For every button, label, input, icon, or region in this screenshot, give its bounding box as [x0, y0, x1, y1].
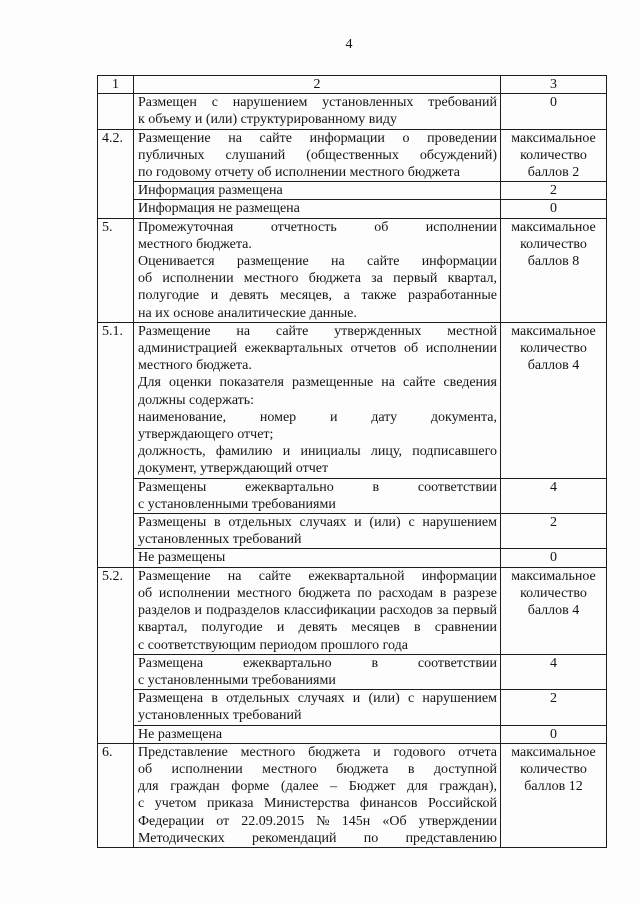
criterion-cell	[134, 94, 501, 129]
criterion-line: с учетом приказа Министерства финансов Российской	[138, 796, 497, 812]
criterion-line: местного бюджета.	[138, 358, 252, 374]
criterion-paragraph	[138, 726, 497, 743]
criterion-line: Размещение на сайте информации о проведении	[138, 130, 497, 146]
score-value: 0	[550, 726, 557, 742]
criterion-cell	[134, 514, 501, 549]
score-value: максимальное	[511, 130, 596, 146]
criterion-cell	[134, 218, 501, 322]
criterion-cell	[134, 182, 501, 200]
criterion-line: по годовому отчету об исполнении местного бюджета	[138, 165, 460, 181]
score-cell	[501, 725, 607, 743]
criterion-line: администрацией ежеквартальных отчетов об исполнении	[138, 341, 497, 357]
criterion-paragraph	[138, 479, 497, 513]
criterion-line: документ, утверждающий отчет	[138, 461, 329, 477]
criterion-line: Федерации от 22.09.2015 № 145н «Об утверждении	[138, 813, 497, 829]
score-cell	[501, 218, 607, 322]
item-number: 5.1.	[102, 323, 123, 339]
criterion-paragraph	[138, 744, 497, 847]
score-value: баллов 8	[527, 254, 580, 270]
score-value: количество	[520, 341, 587, 357]
item-number: 5.	[102, 219, 113, 235]
score-cell	[501, 690, 607, 725]
score-cell	[501, 94, 607, 129]
criterion-cell	[134, 129, 501, 182]
criterion-line: публичных слушаний (общественных обсуждений)	[138, 147, 497, 163]
criterion-paragraph	[138, 253, 497, 322]
score-value: максимальное	[511, 568, 596, 584]
score-cell	[501, 549, 607, 567]
column-header-3: 3	[501, 76, 607, 94]
criterion-line: полугодие и девять месяцев, а также разработанные	[138, 288, 497, 304]
criterion-line: к объему и (или) структурированному виду	[138, 112, 397, 128]
score-value: 0	[550, 95, 557, 111]
table-row	[98, 94, 607, 129]
item-number-cell	[98, 129, 134, 218]
score-cell	[501, 743, 607, 847]
item-number: 4.2.	[102, 130, 123, 146]
criterion-line: должны содержать:	[138, 392, 255, 408]
score-value: 2	[550, 515, 557, 531]
criterion-cell	[134, 725, 501, 743]
criterion-paragraph	[138, 130, 497, 182]
criterion-line: Размещение на сайте ежеквартальной информации	[138, 568, 497, 584]
criterion-line: об исполнении местного бюджета в доступной	[138, 761, 497, 777]
column-header-2: 2	[134, 76, 501, 94]
score-value: 4	[550, 655, 557, 671]
criterion-line: об исполнении местного бюджета за первый квартал,	[138, 271, 497, 287]
criterion-line: Размещены ежеквартально в соответствии	[138, 479, 497, 495]
table-row	[98, 743, 607, 847]
score-value: баллов 4	[527, 603, 580, 619]
table-row	[98, 478, 607, 513]
criterion-line: установленных требований	[138, 532, 302, 548]
score-cell	[501, 567, 607, 654]
criterion-paragraph	[138, 182, 497, 199]
criterion-paragraph	[138, 514, 497, 548]
score-value: максимальное	[511, 323, 596, 339]
table-row	[98, 200, 607, 218]
item-number-cell	[98, 743, 134, 847]
criterion-cell	[134, 654, 501, 689]
column-header-1: 1	[98, 76, 134, 94]
criterion-line: наименование, номер и дату документа,	[138, 409, 497, 425]
score-cell	[501, 514, 607, 549]
item-number-cell	[98, 322, 134, 567]
criteria-table-body	[98, 94, 607, 848]
criterion-line: Размещены в отдельных случаях и (или) с нарушением	[138, 515, 497, 531]
score-cell	[501, 654, 607, 689]
criterion-paragraph	[138, 200, 497, 217]
criteria-table	[97, 75, 607, 848]
score-value: баллов 4	[527, 358, 580, 374]
criterion-paragraph	[138, 655, 497, 689]
item-number-cell	[98, 567, 134, 743]
criterion-paragraph	[138, 219, 497, 253]
criterion-line: об исполнении местного бюджета по расходам в разрезе	[138, 585, 497, 601]
item-number-cell	[98, 94, 134, 129]
table-row	[98, 129, 607, 182]
criterion-line: Не размещена	[138, 726, 223, 742]
score-value: количество	[520, 236, 587, 252]
criterion-line: Методических рекомендаций по представлению	[138, 830, 497, 846]
criterion-cell	[134, 200, 501, 218]
criterion-paragraph	[138, 690, 497, 724]
criterion-paragraph	[138, 443, 497, 477]
criterion-cell	[134, 549, 501, 567]
score-value: количество	[520, 147, 587, 163]
criterion-line: на их основе аналитические данные.	[138, 305, 357, 321]
criterion-paragraph	[138, 549, 497, 566]
criterion-paragraph	[138, 374, 497, 408]
criterion-line: с установленными требованиями	[138, 672, 336, 688]
criterion-cell	[134, 478, 501, 513]
criterion-line: Размещена ежеквартально в соответствии	[138, 655, 497, 671]
table-row	[98, 567, 607, 654]
item-number: 6.	[102, 744, 113, 760]
score-value: 2	[550, 691, 557, 707]
criterion-line: установленных требований	[138, 708, 302, 724]
score-value: 4	[550, 479, 557, 495]
score-cell	[501, 322, 607, 478]
item-number: 5.2.	[102, 568, 123, 584]
score-value: 0	[550, 201, 557, 217]
criterion-line: Промежуточная отчетность об исполнении	[138, 219, 497, 235]
table-row	[98, 725, 607, 743]
criterion-line: Информация не размещена	[138, 201, 300, 217]
page-number: 4	[345, 37, 353, 52]
table-row	[98, 690, 607, 725]
criterion-line: местного бюджета.	[138, 236, 252, 252]
criterion-line: утверждающего отчет;	[138, 427, 274, 443]
criterion-cell	[134, 322, 501, 478]
score-value: максимальное	[511, 744, 596, 760]
table-row	[98, 654, 607, 689]
criterion-line: с установленными требованиями	[138, 496, 336, 512]
score-cell	[501, 129, 607, 182]
score-value: максимальное	[511, 219, 596, 235]
criterion-paragraph	[138, 568, 497, 654]
criterion-line: Размещен с нарушением установленных требований	[138, 95, 497, 111]
score-cell	[501, 478, 607, 513]
criterion-line: Не размещены	[138, 550, 226, 566]
table-row	[98, 549, 607, 567]
table-row	[98, 182, 607, 200]
score-value: баллов 12	[524, 779, 583, 795]
criterion-line: Представление местного бюджета и годового отчета	[138, 744, 497, 760]
table-header-row	[98, 76, 607, 94]
criterion-line: с соответствующим периодом прошлого года	[138, 637, 408, 653]
score-value: количество	[520, 761, 587, 777]
criterion-paragraph	[138, 94, 497, 128]
criterion-line: Информация размещена	[138, 183, 283, 199]
score-value: баллов 2	[527, 165, 580, 181]
criterion-line: Оценивается размещение на сайте информации	[138, 254, 497, 270]
criterion-line: квартал, полугодие и девять месяцев в сравнении	[138, 620, 497, 636]
criterion-line: Размещена в отдельных случаях и (или) с нарушением	[138, 691, 497, 707]
score-value: количество	[520, 585, 587, 601]
criterion-line: Для оценки показателя размещенные на сайте сведения	[138, 375, 497, 391]
criterion-cell	[134, 567, 501, 654]
criterion-cell	[134, 690, 501, 725]
score-cell	[501, 182, 607, 200]
item-number-cell	[98, 218, 134, 322]
criterion-cell	[134, 743, 501, 847]
score-value: 0	[550, 550, 557, 566]
table-row	[98, 514, 607, 549]
criterion-line: должность, фамилию и инициалы лицу, подписавшего	[138, 444, 497, 460]
score-value: 2	[550, 183, 557, 199]
criterion-line: для граждан форме (далее – Бюджет для граждан),	[138, 779, 497, 795]
criterion-paragraph	[138, 323, 497, 375]
criterion-line: разделов и подразделов классификации расходов за первый	[138, 603, 497, 619]
criterion-paragraph	[138, 409, 497, 443]
table-row	[98, 322, 607, 478]
score-cell	[501, 200, 607, 218]
criterion-line: Размещение на сайте утвержденных местной	[138, 323, 497, 339]
table-row	[98, 218, 607, 322]
